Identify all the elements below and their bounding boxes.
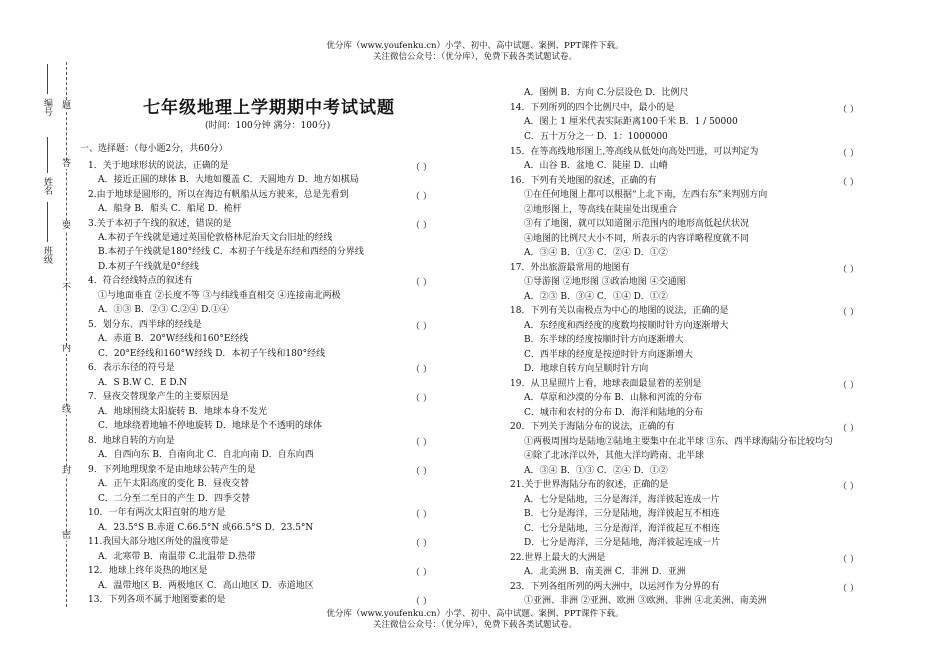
statement: ①在任何地图上都可以根据“上北下南，左西右东”来判别方向	[524, 190, 768, 200]
answer-options: A．图例 B．方向 C.分层设色 D．比例尺	[524, 88, 689, 98]
answer-blank[interactable]: （ ）	[838, 584, 859, 594]
answer-options: A．草原和沙漠的分布 B．山脉和河流的分布	[524, 393, 702, 403]
answer-options: A．北寒带 B．南温带 C.北温带 D.热带	[98, 552, 256, 562]
answer-option: C．七分是陆地，三分是海洋，海洋彼起互不相连	[524, 524, 720, 534]
answer-blank[interactable]: （ ）	[838, 424, 859, 434]
question-stem: 23．下列各组所列的两大洲中，以运河作为分界的有	[510, 582, 720, 592]
answer-blank[interactable]: （ ）	[838, 105, 859, 115]
answer-option: B．七分是海洋，三分是陆地，海洋彼起互不相连	[524, 509, 720, 519]
seal-dashed-line	[66, 62, 67, 607]
question-stem: 20．下列关于海陆分布的说法，正确的有	[510, 422, 675, 432]
question-stem: 15．在等高线地形图上,等高线从低处向高处凹进，可以判定为	[510, 147, 759, 157]
statement: ④除了北冰洋以外，其他大洋均跨南、北半球	[524, 451, 705, 461]
question-stem: 11.我国大部分地区所处的温度带是	[88, 537, 229, 547]
question-stem: 22.世界上最大的大洲是	[510, 553, 606, 563]
answer-options: C．二分至二至日的产生 D．四季交替	[98, 494, 250, 504]
answer-option: C．西半球的经度是按逆时针方向逐渐增大	[524, 350, 693, 360]
seal-word: 内	[62, 344, 72, 354]
answer-blank[interactable]: （ ）	[411, 394, 432, 404]
question-stem: 6．表示东径的符号是	[88, 363, 175, 373]
answer-blank[interactable]: （ ）	[838, 178, 859, 188]
answer-options: A．S B.W C．E D.N	[98, 378, 188, 388]
statement: ④地图的比例尺大小不同，所表示的内容详略程度就不同	[524, 234, 750, 244]
answer-options: A．地球围绕太阳旋转 B．地球本身不发光	[98, 407, 267, 417]
answer-options: C．地球绕着地轴不停地旋转 D．地球是个不透明的球体	[98, 421, 322, 431]
question-stem: 14．下列所列的四个比例尺中，最小的是	[510, 103, 675, 113]
answer-blank[interactable]: （ ）	[411, 539, 432, 549]
answer-options: A．温带地区 B．两极地区 C．高山地区 D．赤道地区	[98, 581, 314, 591]
statement: ②地形图上，等高线在陡崖处出现重合	[524, 205, 678, 215]
answer-blank[interactable]: （ ）	[411, 438, 432, 448]
answer-option: A．七分是陆地，三分是海洋，海洋彼起连成一片	[524, 495, 720, 505]
question-stem: 8．地球自转的方向是	[88, 436, 175, 446]
answer-blank[interactable]: （ ）	[838, 555, 859, 565]
right-column	[510, 87, 890, 609]
seal-word: 题	[62, 101, 72, 111]
question-stem: 7．昼夜交替现象产生的主要原因是	[88, 392, 229, 402]
answer-options: A．正午太阳高度的变化 B．昼夜交替	[98, 479, 249, 489]
answer-options: A．①③ B．②③ C.②④ D.①④	[98, 305, 229, 315]
seal-word: 要	[62, 221, 72, 231]
answer-options: A．北美洲 B．南美洲 C．非洲 D．亚洲	[524, 567, 686, 577]
question-stem: 18．下列有关以南极点为中心的地图的说法，正确的是	[510, 306, 729, 316]
answer-blank[interactable]: （ ）	[838, 308, 859, 318]
answer-option: A．东经度和西经度的度数均按顺时针方向逐渐增大	[524, 321, 729, 331]
answer-blank[interactable]: （ ）	[411, 568, 432, 578]
footer-line: 优分库（www.youfenku.cn）小学、初中、高中试题、案例、PPT课件下载。	[326, 609, 624, 619]
question-stem: 3.关于本初子午线的叙述，错误的是	[88, 219, 232, 229]
question-stem: 4．符合经线特点的叙述有	[88, 276, 193, 286]
question-stem: 10．一年有两次太阳直射的地方是	[88, 508, 226, 518]
question-stem: 16．下列有关地图的叙述，正确的有	[510, 176, 657, 186]
answer-options: C．五十万分之一 D．1：1000000	[524, 132, 668, 142]
question-stem: 2.由于地球是圆形的，所以在海边有帆船从远方驶来，总是先看到	[88, 190, 349, 200]
answer-options: A．山谷 B．盆地 C．陡崖 D．山嵴	[524, 161, 668, 171]
answer-blank[interactable]: （ ）	[838, 381, 859, 391]
question-stem: 21.关于世界海陆分布的叙述，正确的是	[510, 480, 669, 490]
answer-options: A．图上 1 厘米代表实际距离100千米 B．1 / 50000	[524, 117, 738, 127]
answer-blank[interactable]: （ ）	[411, 192, 432, 202]
binding-margin	[38, 62, 72, 607]
answer-options: A．自西向东 B．自南向北 C．自北向南 D．自东向西	[98, 450, 314, 460]
answer-blank[interactable]: （ ）	[838, 482, 859, 492]
answer-option: D．七分是海洋，三分是陆地，海洋彼起连成一片	[524, 538, 721, 548]
name-fill-line	[47, 137, 48, 173]
question-stem: 5．划分东、西半球的经线是	[88, 320, 202, 330]
statement-list: ①亚洲、非洲 ②亚洲、欧洲 ③欧洲、非洲 ④北美洲、南美洲	[524, 596, 767, 606]
answer-blank[interactable]: （ ）	[411, 510, 432, 520]
answer-options: A．23.5°S B.赤道 C.66.5°N 或66.5°S D．23.5°N	[98, 523, 314, 533]
seal-word: 不	[62, 283, 72, 293]
answer-blank[interactable]: （ ）	[411, 467, 432, 477]
answer-blank[interactable]: （ ）	[411, 221, 432, 231]
page-footer	[0, 609, 950, 631]
footer-line: 关注微信公众号：（优分库），免费下载各类试题试卷。	[372, 620, 577, 630]
answer-options: A．接近正圆的球体 B．大地如覆盖 C．天圆地方 D．地方如棋局	[98, 175, 359, 185]
answer-blank[interactable]: （ ）	[411, 278, 432, 288]
header-line: 关注微信公众号：（优分库），免费下载各类试题试卷。	[372, 52, 577, 62]
page-title: 七年级地理上学期期中考试试题	[143, 98, 395, 118]
left-column	[80, 143, 465, 609]
answer-options: C．20°E经线和160°W经线 D．本初子午线和180°经线	[98, 349, 326, 359]
question-stem: 12．地球上终年炎热的地区是	[88, 566, 208, 576]
question-stem: 1．关于地球形状的说法，正确的是	[88, 161, 229, 171]
statement-list: ①与地面垂直 ②长度不等 ③与纬线垂直相交 ④连接南北两极	[98, 291, 341, 301]
answer-options: B.本初子午线就是180°经线 C．本初子午线是东经和西经的分界线	[98, 247, 364, 257]
answer-options: A．船身 B．船头 C．船尾 D．桅杆	[98, 204, 242, 214]
answer-blank[interactable]: （ ）	[411, 322, 432, 332]
seal-word: 答	[62, 159, 72, 169]
answer-options: A．②③ B．③④ C．①④ D．①②	[524, 292, 668, 302]
answer-blank[interactable]: （ ）	[411, 597, 432, 607]
answer-blank[interactable]: （ ）	[411, 163, 432, 173]
class-fill-line	[47, 202, 48, 242]
section-heading: 一、选择题：（每小题2分，共60分）	[80, 144, 228, 154]
answer-option: B．东半球的经度按顺时针方向逐渐增大	[524, 335, 684, 345]
statement-list: ①导游图 ②地形图 ③政治地图 ④交通图	[524, 277, 686, 287]
statement: ①两极周围均是陆地②陆地主要集中在北半球 ③东、西半球海陆分布比较均匀	[524, 437, 833, 447]
question-stem: 13．下列各项不属于地图要素的是	[88, 595, 226, 605]
page-header	[0, 41, 950, 63]
answer-option: D.本初子午线就是0°经线	[98, 262, 199, 272]
number-label: 编号	[42, 98, 52, 116]
question-stem: 9．下列地理现象不是由地球公转产生的是	[88, 465, 256, 475]
answer-blank[interactable]: （ ）	[411, 365, 432, 375]
statement: ③有了地图，就可以知道图示范围内的地形高低起伏状况	[524, 219, 750, 229]
number-fill-line	[47, 64, 48, 94]
exam-info: (时间：100分钟 满分：100分)	[205, 121, 331, 131]
seal-word: 密	[62, 531, 72, 541]
answer-options: A．③④ B．①③ C．②④ D．①②	[524, 466, 668, 476]
name-label: 姓名	[42, 177, 52, 195]
answer-blank[interactable]: （ ）	[838, 149, 859, 159]
answer-option: D．地球自转方向呈顺时针方向	[524, 364, 649, 374]
question-stem: 19．从卫星照片上看，地球表面最显着的差别是	[510, 379, 702, 389]
class-label: 班级	[42, 246, 52, 264]
header-line: 优分库（www.youfenku.cn）小学、初中、高中试题、案例、PPT课件下载。	[326, 41, 624, 51]
answer-options: C．城市和农村的分布 D．海洋和陆地的分布	[524, 408, 703, 418]
answer-option: A.本初子午线就是通过英国伦敦格林尼治天文台旧址的经线	[98, 233, 333, 243]
seal-word: 线	[62, 405, 72, 415]
answer-options: A．赤道 B．20°W经线和160°E经线	[98, 334, 249, 344]
answer-options: A．③④ B．①③ C．②④ D．①②	[524, 248, 668, 258]
answer-blank[interactable]: （ ）	[838, 265, 859, 275]
seal-word: 封	[62, 466, 72, 476]
question-stem: 17．外出旅游最常用的地图有	[510, 263, 630, 273]
